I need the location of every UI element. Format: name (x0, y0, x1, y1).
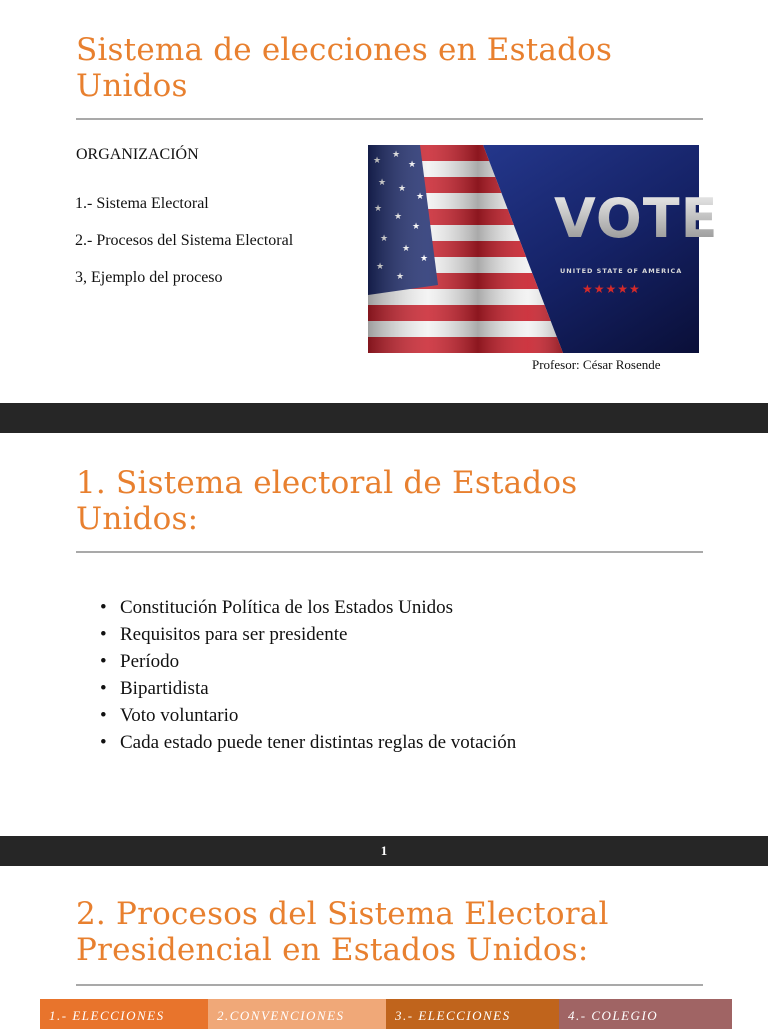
vote-flag-image (368, 145, 719, 353)
table-of-contents (75, 194, 293, 305)
process-tab-convenciones[interactable]: 2.CONVENCIONES (208, 999, 386, 1029)
toc-item-2[interactable]: 2.- Procesos del Sistema Electoral (75, 232, 294, 249)
star-rating: ★★★★★ (582, 282, 641, 296)
slide2-title: 1. Sistema electoral de Estados Unidos: (76, 465, 578, 537)
bullet-marker: • (100, 732, 107, 753)
list-item (100, 677, 516, 704)
slide-sistema-electoral (0, 433, 768, 836)
list-item (100, 623, 516, 650)
bullet-marker: • (100, 597, 107, 618)
slide3-title: 2. Procesos del Sistema Electoral Presidencial en Estados Unidos: (76, 896, 609, 968)
vote-subtext: UNITED STATE OF AMERICA (560, 267, 683, 275)
list-item (100, 596, 516, 623)
bullet-marker: • (100, 705, 107, 726)
slide-procesos (0, 866, 768, 1024)
bullet-text: Cada estado puede tener distintas reglas de votación (120, 732, 517, 753)
process-tab-elecciones[interactable]: 1.- ELECCIONES (40, 999, 208, 1029)
list-item (100, 731, 516, 758)
list-item (100, 704, 516, 731)
process-tab-elecciones-generales[interactable]: 3.- ELECCIONES (386, 999, 559, 1029)
title-divider (76, 551, 703, 553)
bullet-list (100, 596, 516, 758)
bullet-text: Período (120, 651, 180, 672)
list-item (100, 650, 516, 677)
professor-name: Profesor: César Rosende (532, 357, 661, 372)
slide1-title: Sistema de elecciones en Estados Unidos (76, 32, 613, 104)
bullet-text: Requisitos para ser presidente (120, 624, 348, 645)
process-tab-colegio[interactable]: 4.- COLEGIO (559, 999, 732, 1029)
slide-organizacion (0, 0, 768, 403)
vote-text: VOTE (554, 187, 719, 250)
process-tabs (40, 999, 732, 1029)
toc-item-1[interactable]: 1.- Sistema Electoral (75, 195, 209, 212)
title-divider (76, 118, 703, 120)
bullet-text: Constitución Política de los Estados Unidos (120, 597, 454, 618)
bullet-text: Bipartidista (120, 678, 209, 699)
slide-separator (0, 403, 768, 433)
bullet-marker: • (100, 624, 107, 645)
toc-item-3[interactable]: 3, Ejemplo del proceso (75, 269, 223, 286)
title-divider (76, 984, 703, 986)
bullet-marker: • (100, 678, 107, 699)
bullet-marker: • (100, 651, 107, 672)
bullet-text: Voto voluntario (120, 705, 239, 726)
page-number: 1 (0, 836, 768, 866)
section-label: ORGANIZACIÓN (76, 146, 199, 163)
